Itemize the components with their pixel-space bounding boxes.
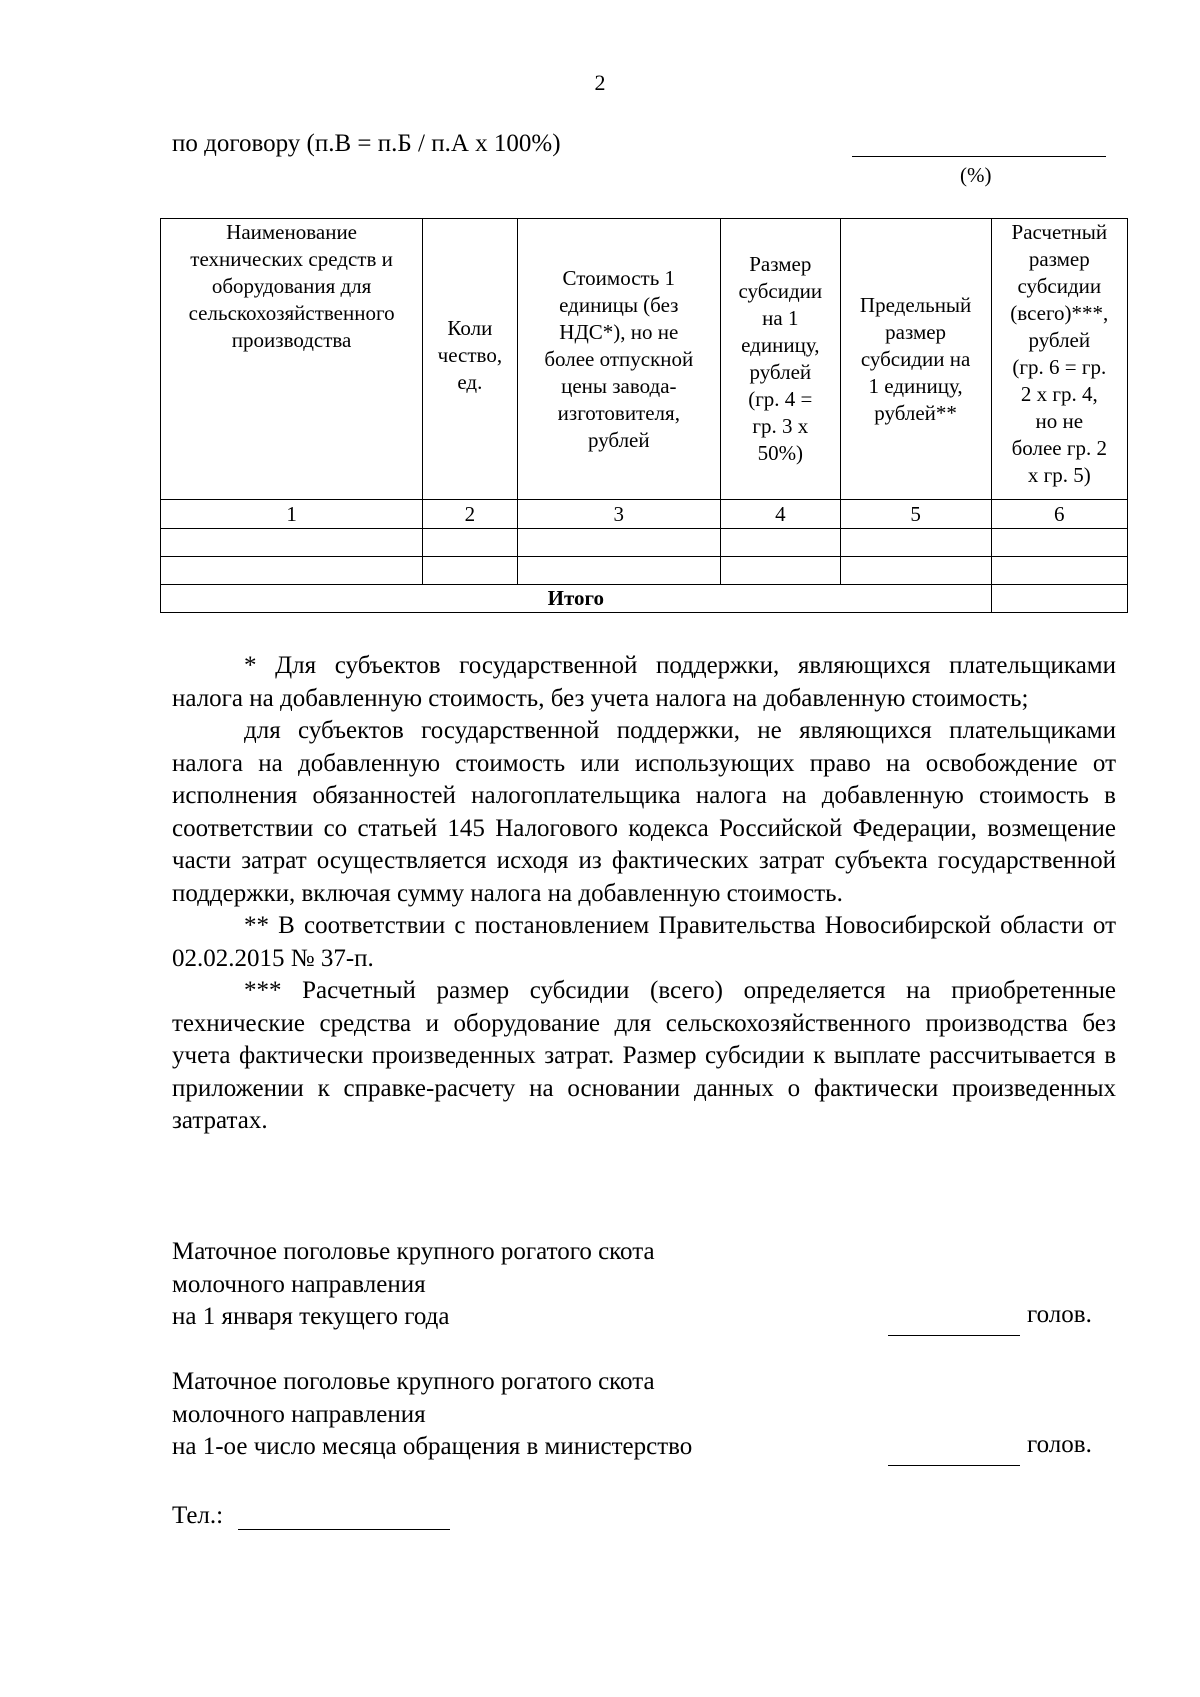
herd-month-blank [888,1465,1020,1466]
table-cell [721,557,841,585]
table-cell [840,529,991,557]
header-total-subsidy [991,219,1127,500]
header-text-line: Коли [447,316,493,340]
table-cell [423,529,517,557]
header-text-line: рублей [587,427,650,452]
footnote-triple-asterisk: *** Расчетный размер субсидии (всего) определяется на приобретенные технические средства и оборудование для сельскохозяйственного производства без учета фактически произведенных затрат. Размер субсидии к выплате рассчитывается в приложении к справке-расчету на основании данных о фактически произведенных затратах. [172,977,1116,1134]
header-text-line: размер [1028,247,1090,271]
header-unit-cost [517,219,720,500]
footnote-double-asterisk: ** В соответствии с постановлением Правительства Новосибирской области от 02.02.2015 № 37-п. [172,912,1116,972]
herd-month-unit: голов. [1027,1431,1092,1458]
table-cell [423,557,517,585]
header-text-line: производства [231,328,352,352]
herd-january-block [172,1236,655,1334]
herd-month-block [172,1366,692,1464]
column-number-row [161,500,1128,529]
table-cell [517,557,720,585]
column-number: 6 [991,500,1127,529]
herd-label-line: молочного направления [172,1400,426,1428]
header-text-line: но не [1035,409,1084,433]
table-cell [991,529,1127,557]
column-number: 2 [423,500,517,529]
header-text-line: 50%) [757,441,804,465]
total-label: Итого [161,585,992,613]
table-cell [840,557,991,585]
herd-label-line: Маточное поголовье крупного рогатого скота [172,1368,655,1395]
footnotes [172,650,1116,1138]
header-text-line: цены завода- [561,373,677,398]
column-number: 5 [840,500,991,529]
header-text-line: (гр. 6 = гр. [1012,355,1107,379]
header-text-line: рублей** [874,400,957,425]
percent-blank-line [852,156,1106,157]
herd-january-blank [888,1335,1020,1336]
header-text-line: (всего)***, [1010,301,1109,325]
phone-blank-line [238,1529,450,1530]
header-text-line: на 1 [762,306,799,330]
header-text-line: Наименование [226,220,358,244]
table-cell [517,529,720,557]
total-value-cell [991,585,1127,613]
subsidy-table [160,218,1128,613]
table-row [161,557,1128,585]
header-max-subsidy [840,219,991,500]
header-text-line: более гр. 2 [1011,436,1107,460]
header-text-line: Размер [749,252,812,276]
herd-label-line: на 1-ое число месяца обращения в министерство [172,1433,693,1460]
header-text-line: х гр. 5) [1027,463,1091,487]
herd-january-unit: голов. [1027,1301,1092,1328]
header-text-line: более отпускной [544,346,694,371]
header-text-line: гр. 3 х [752,414,809,438]
header-text-line: Стоимость 1 [562,265,676,290]
header-text-line: субсидии [1017,274,1102,298]
footnote-single-asterisk-continued: для субъектов государственной поддержки, не являющихся плательщиками налога на добавленную стоимость или использующих право на освобождение от исполнения обязанностей налогоплательщика налога на добавленную стоимость в соответствии со статьей 145 Налогового кодекса Российской Федерации, возмещение части затрат осуществляется исходя из фактических затрат субъекта государственной поддержки, включая сумму налога на добавленную стоимость. [172,717,1116,907]
header-text-line: оборудования для [211,274,372,298]
header-text-line: единицу, [741,333,820,357]
footnote-single-asterisk: * Для субъектов государственной поддержки, являющихся плательщиками налога на добавленную стоимость, без учета налога на добавленную стоимость; [172,652,1116,712]
header-text-line: субсидии на [860,346,971,371]
table-cell [991,557,1127,585]
table-row [161,529,1128,557]
header-text-line: изготовителя, [557,400,680,425]
header-text-line: чество, [437,343,503,367]
table-cell [721,529,841,557]
percent-caption: (%) [960,163,992,187]
column-number: 4 [721,500,841,529]
header-text-line: (гр. 4 = [748,387,813,411]
header-text-line: 2 х гр. 4, [1020,382,1098,406]
page-number: 2 [594,70,606,95]
herd-label-line: молочного направления [172,1270,426,1298]
table-cell [161,529,423,557]
header-quantity [423,219,517,500]
phone-label: Тел.: [172,1502,224,1529]
header-text-line: Предельный [859,292,972,317]
header-text-line: рублей [749,360,812,384]
header-equipment-name [161,219,423,500]
header-text-line: Расчетный [1011,220,1108,244]
header-text-line: субсидии [738,279,823,303]
header-text-line: 1 единицу, [868,373,963,398]
herd-label-line: Маточное поголовье крупного рогатого скота [172,1238,655,1265]
header-text-line: размер [885,319,947,344]
header-text-line: рублей [1028,328,1091,352]
contract-percent-label: по договору (п.В = п.Б / п.А х 100%) [172,130,561,157]
header-unit-subsidy [721,219,841,500]
total-row [161,585,1128,613]
header-text-line: технических средств и [190,247,393,271]
header-text-line: НДС*), но не [559,319,679,344]
herd-label-line: на 1 января текущего года [172,1303,450,1330]
header-text-line: сельскохозяйственного [188,301,395,325]
header-text-line: ед. [457,370,483,394]
header-text-line: единицы (без [559,292,679,317]
column-number: 1 [161,500,423,529]
table-header-row [161,219,1128,500]
table-cell [161,557,423,585]
column-number: 3 [517,500,720,529]
